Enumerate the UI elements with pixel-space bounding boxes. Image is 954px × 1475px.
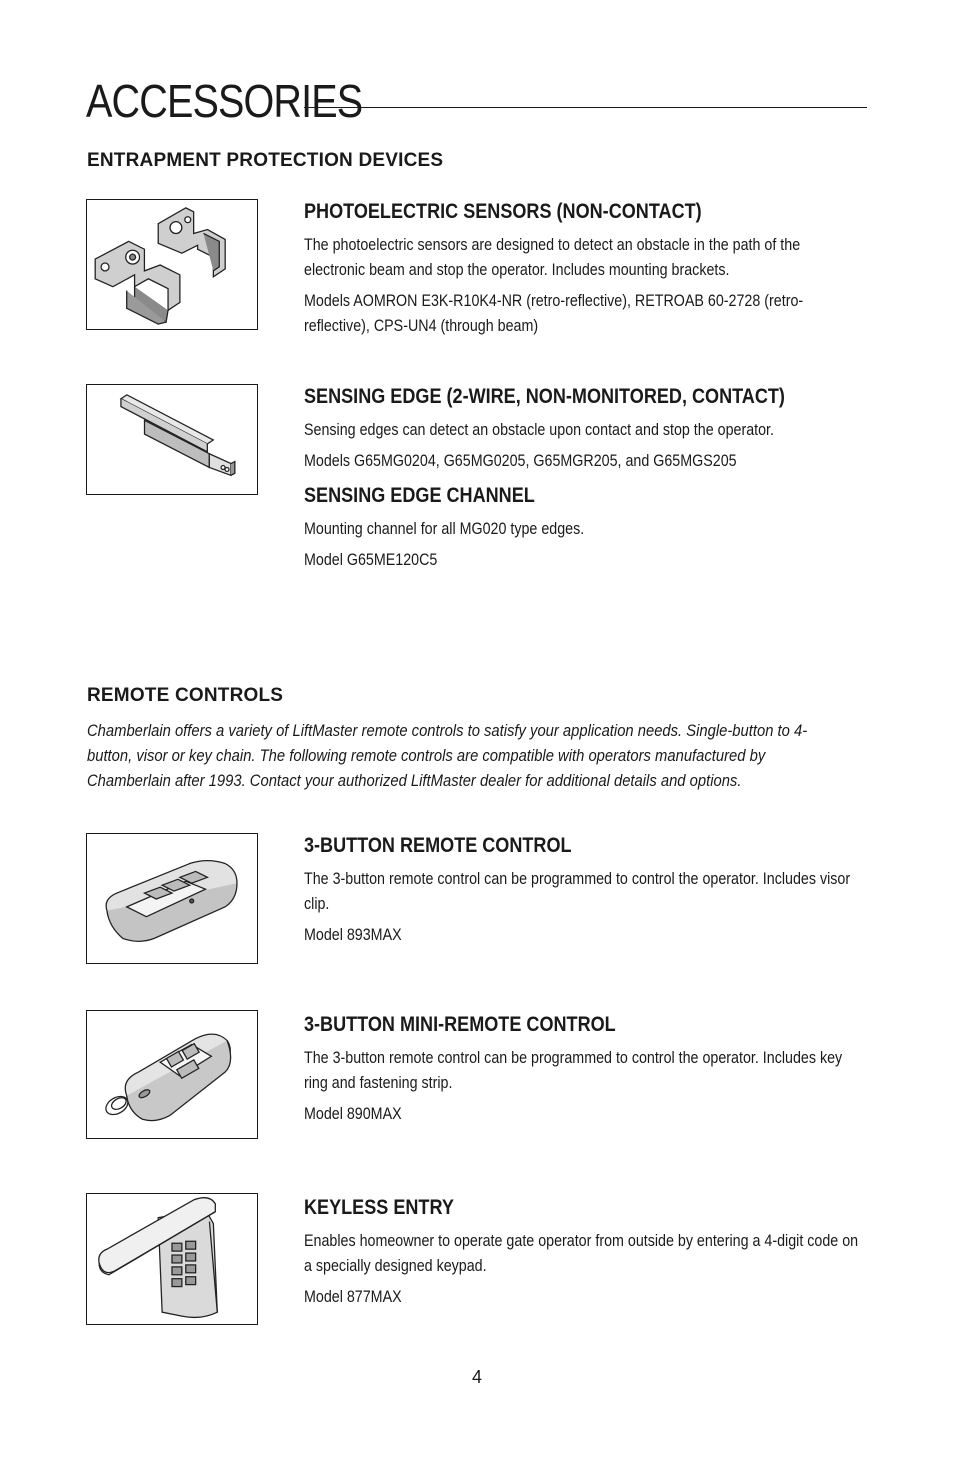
item-title: SENSING EDGE CHANNEL [304, 484, 535, 507]
item-model: Model 893MAX [304, 925, 402, 945]
item-keyless-entry [304, 1196, 864, 1309]
item-description: The 3-button remote control can be programmed to control the operator. Includes key ring and fastening strip. [304, 1048, 843, 1093]
item-3-button-remote [304, 834, 864, 947]
photoelectric-sensor-illustration [86, 199, 258, 330]
item-title: KEYLESS ENTRY [304, 1196, 454, 1219]
page-title: ACCESSORIES [86, 75, 363, 127]
item-model: Models AOMRON E3K-R10K4-NR (retro-reflective), RETROAB 60-2728 (retro-reflective), CPS-UN4 (through beam) [304, 291, 804, 336]
item-title: SENSING EDGE (2-WIRE, NON-MONITORED, CONTACT) [304, 385, 785, 408]
keypad-illustration [86, 1193, 258, 1325]
item-model: Models G65MG0204, G65MG0205, G65MGR205, and G65MGS205 [304, 451, 737, 471]
item-title: PHOTOELECTRIC SENSORS (NON-CONTACT) [304, 200, 702, 223]
section-heading-remotes: REMOTE CONTROLS [87, 685, 284, 706]
sensing-edge-illustration [86, 384, 258, 495]
item-model: Model 877MAX [304, 1287, 402, 1307]
item-description: The photoelectric sensors are designed to detect an obstacle in the path of the electronic beam and stop the operator. Includes mounting brackets. [304, 235, 801, 280]
item-title: 3-BUTTON MINI-REMOTE CONTROL [304, 1013, 616, 1036]
item-model: Model 890MAX [304, 1104, 402, 1124]
section-heading-entrapment: ENTRAPMENT PROTECTION DEVICES [87, 150, 444, 171]
title-rule [304, 107, 867, 108]
item-photoelectric-sensors [304, 200, 864, 338]
item-description: Enables homeowner to operate gate operator from outside by entering a 4-digit code on a specially designed keypad. [304, 1231, 859, 1276]
item-description: The 3-button remote control can be programmed to control the operator. Includes visor clip. [304, 869, 851, 914]
item-description: Mounting channel for all MG020 type edges. [304, 519, 585, 539]
visor-remote-illustration [86, 833, 258, 964]
page-number: 4 [471, 1367, 482, 1387]
item-description: Sensing edges can detect an obstacle upon contact and stop the operator. [304, 420, 774, 440]
item-sensing-edge-channel [304, 484, 864, 572]
item-model: Model G65ME120C5 [304, 550, 438, 570]
section-intro-remotes: Chamberlain offers a variety of LiftMaster remote controls to satisfy your application needs. Single-button to 4-button, visor or key chain. The following remote controls are compatible with operators manufactured by Chamberlain after 1993. Contact your authorized LiftMaster dealer for additional details and options. [87, 721, 808, 790]
item-title: 3-BUTTON REMOTE CONTROL [304, 834, 572, 857]
item-3-button-mini-remote [304, 1013, 864, 1126]
mini-remote-illustration [86, 1010, 258, 1139]
item-sensing-edge [304, 385, 864, 473]
